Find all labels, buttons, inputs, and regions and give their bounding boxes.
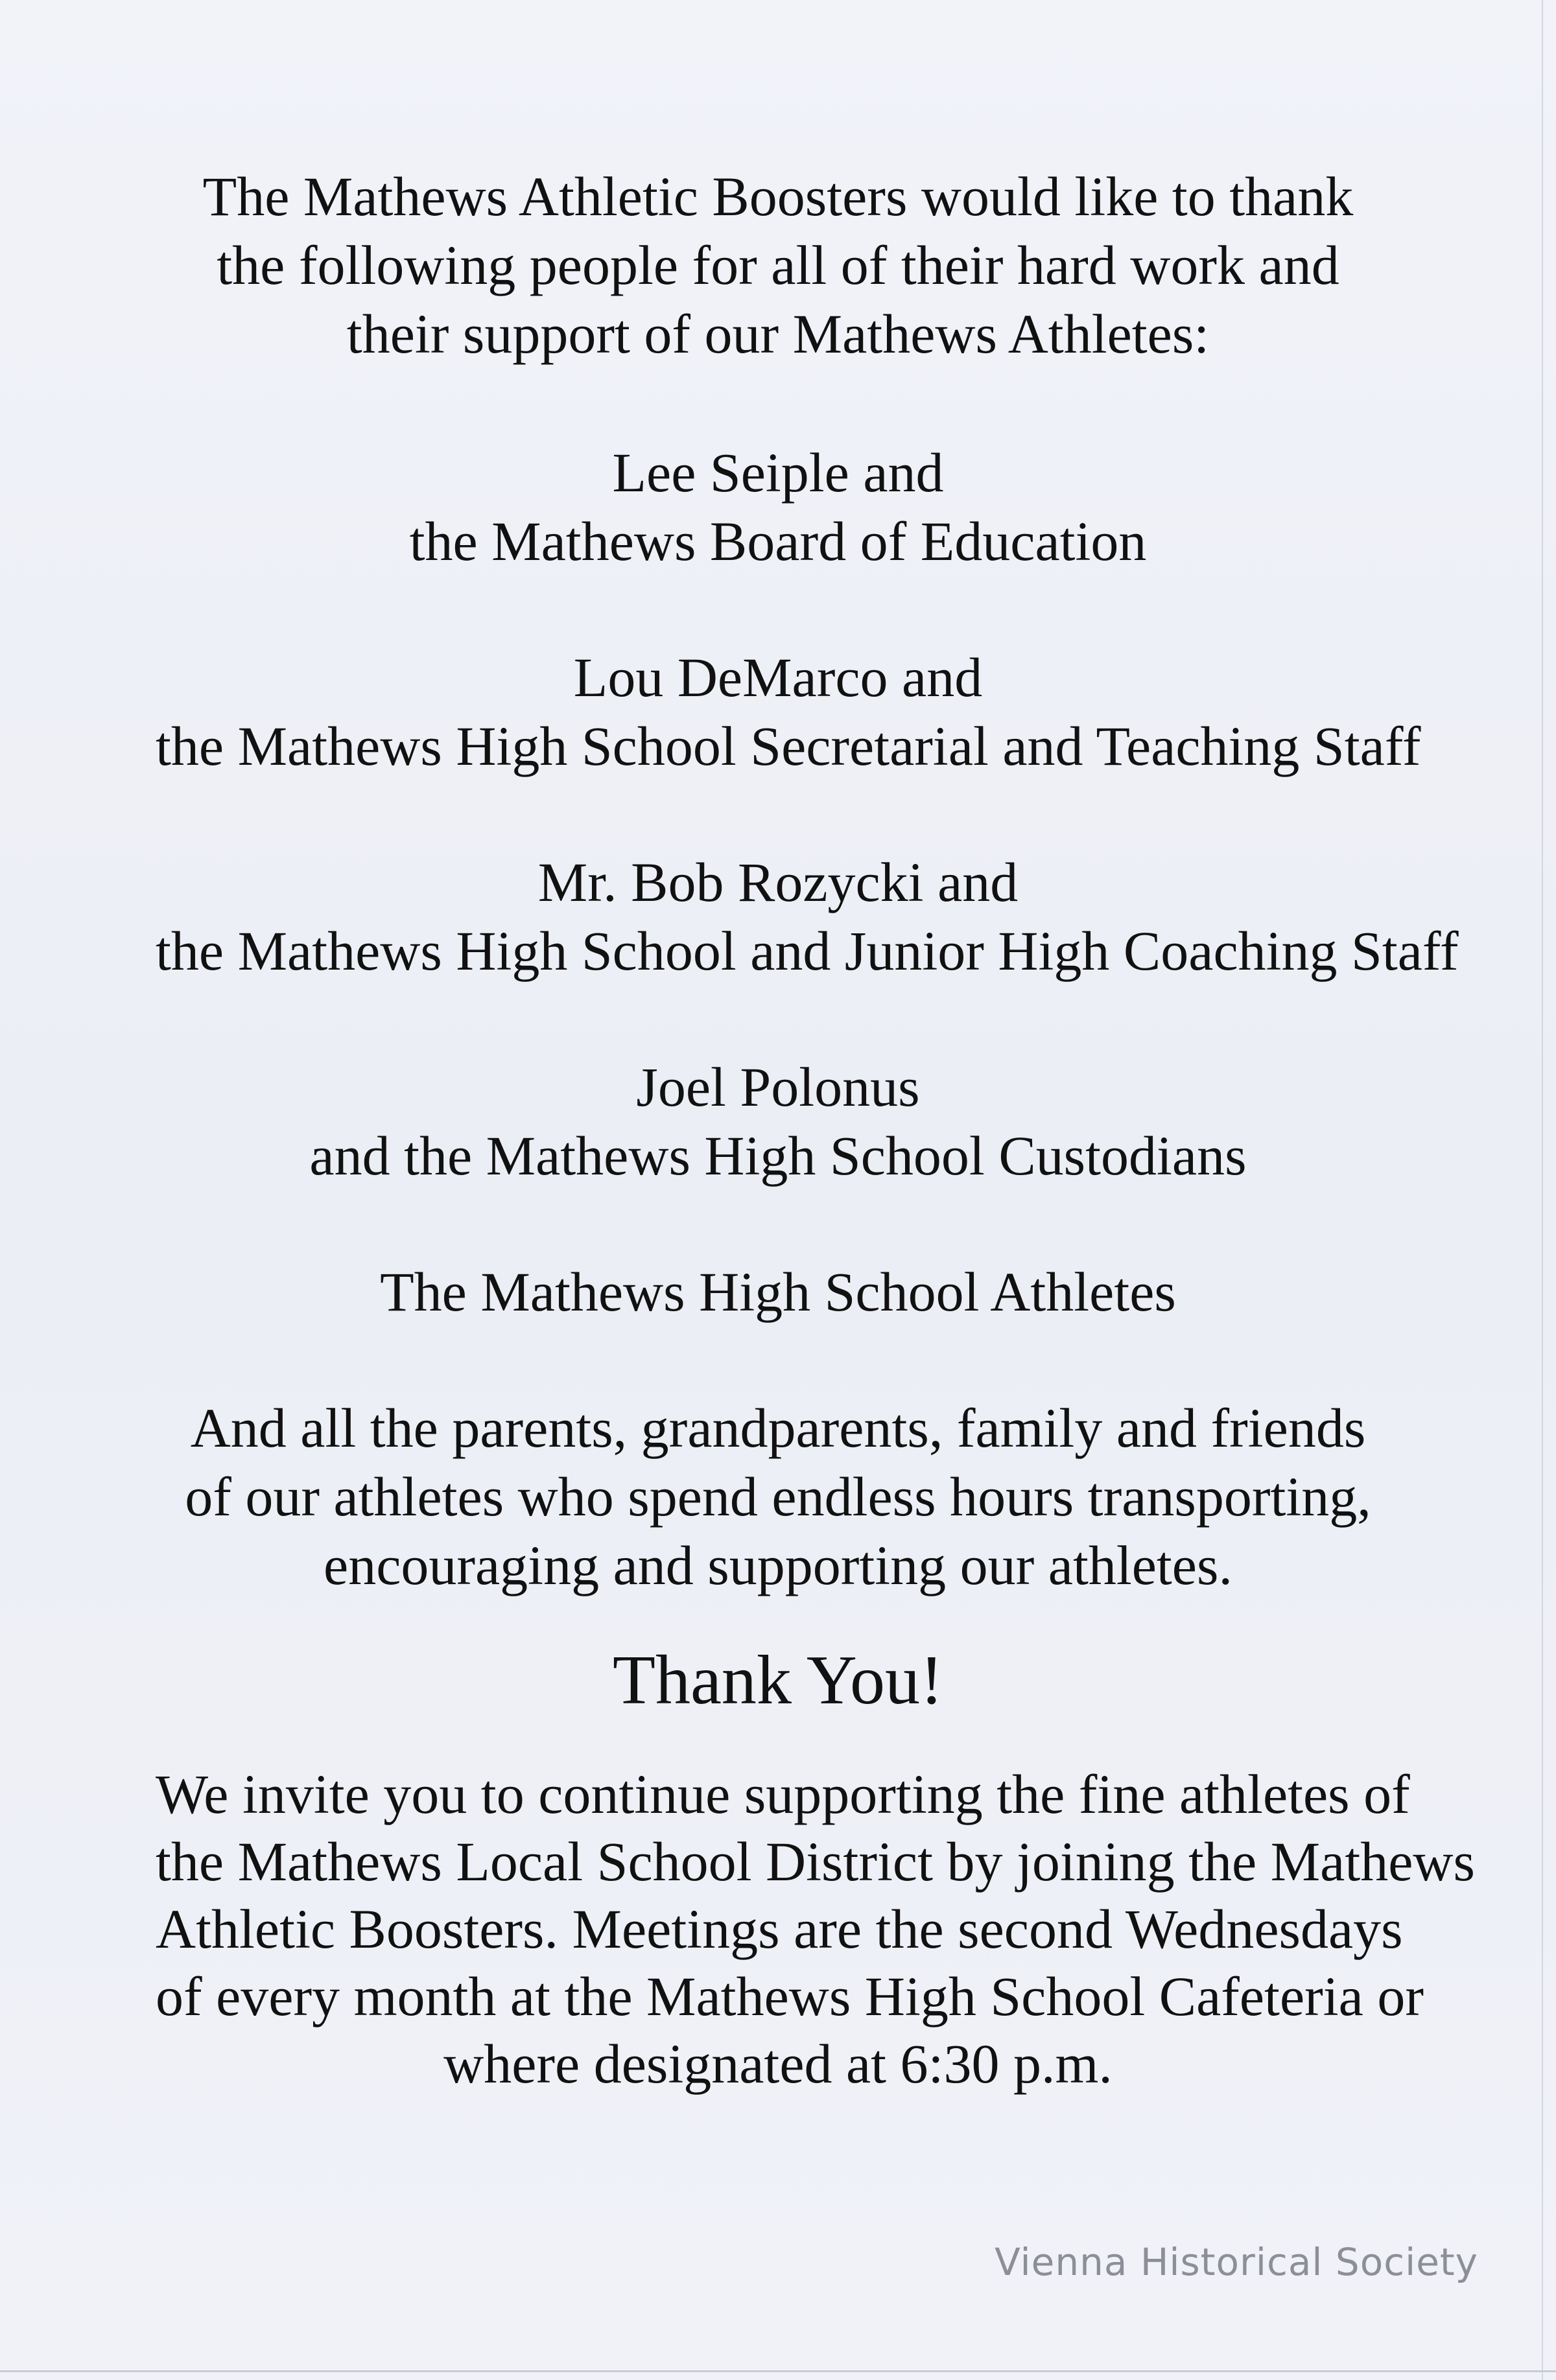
invitation-line: Athletic Boosters. Meetings are the second Wednesdays (156, 1898, 1403, 1960)
invitation-line: the Mathews Local School District by joining the Mathews (156, 1830, 1475, 1893)
acknowledgment-line: the Mathews High School and Junior High Coaching Staff (156, 920, 1459, 982)
acknowledgment-line: Joel Polonus (636, 1056, 920, 1118)
thank-you-heading: Thank You! (612, 1642, 944, 1719)
acknowledgment-line: Lee Seiple and (612, 441, 944, 504)
acknowledgment-line: and the Mathews High School Custodians (309, 1125, 1247, 1187)
acknowledgment-teaching-staff (156, 643, 1421, 780)
intro-line: their support of our Mathews Athletes: (346, 303, 1210, 365)
page-edge-right (1542, 0, 1543, 2380)
intro-line: the following people for all of their hard work and (217, 234, 1339, 296)
acknowledgment-athletes (156, 1257, 1400, 1326)
acknowledgment-line: the Mathews High School Secretarial and Teaching Staff (156, 715, 1421, 777)
acknowledgment-families (156, 1394, 1400, 1600)
acknowledgment-board-of-education (156, 438, 1400, 576)
acknowledgment-line: Mr. Bob Rozycki and (537, 851, 1019, 913)
intro-paragraph (156, 162, 1400, 368)
invitation-line: where designated at 6:30 p.m. (443, 2033, 1113, 2095)
acknowledgment-line: The Mathews High School Athletes (380, 1261, 1176, 1323)
page-edge-bottom (0, 2370, 1556, 2372)
thank-you-letter (156, 162, 1475, 2097)
intro-line: The Mathews Athletic Boosters would like to thank (202, 165, 1354, 228)
acknowledgment-line: Lou DeMarco and (573, 646, 983, 708)
acknowledgment-line: of our athletes who spend endless hours transporting, (185, 1465, 1371, 1528)
acknowledgment-coaching-staff (156, 848, 1459, 985)
invitation-paragraph (156, 1760, 1475, 2097)
invitation-line: of every month at the Mathews High School Cafeteria or (156, 1965, 1424, 2027)
acknowledgment-line: And all the parents, grandparents, family and friends (190, 1397, 1366, 1459)
watermark-text: Vienna Historical Society (995, 2240, 1478, 2284)
acknowledgment-custodians (156, 1053, 1400, 1190)
acknowledgment-line: the Mathews Board of Education (409, 510, 1147, 572)
invitation-line: We invite you to continue supporting the fine athletes of (156, 1763, 1410, 1825)
acknowledgment-line: encouraging and supporting our athletes. (324, 1534, 1232, 1596)
